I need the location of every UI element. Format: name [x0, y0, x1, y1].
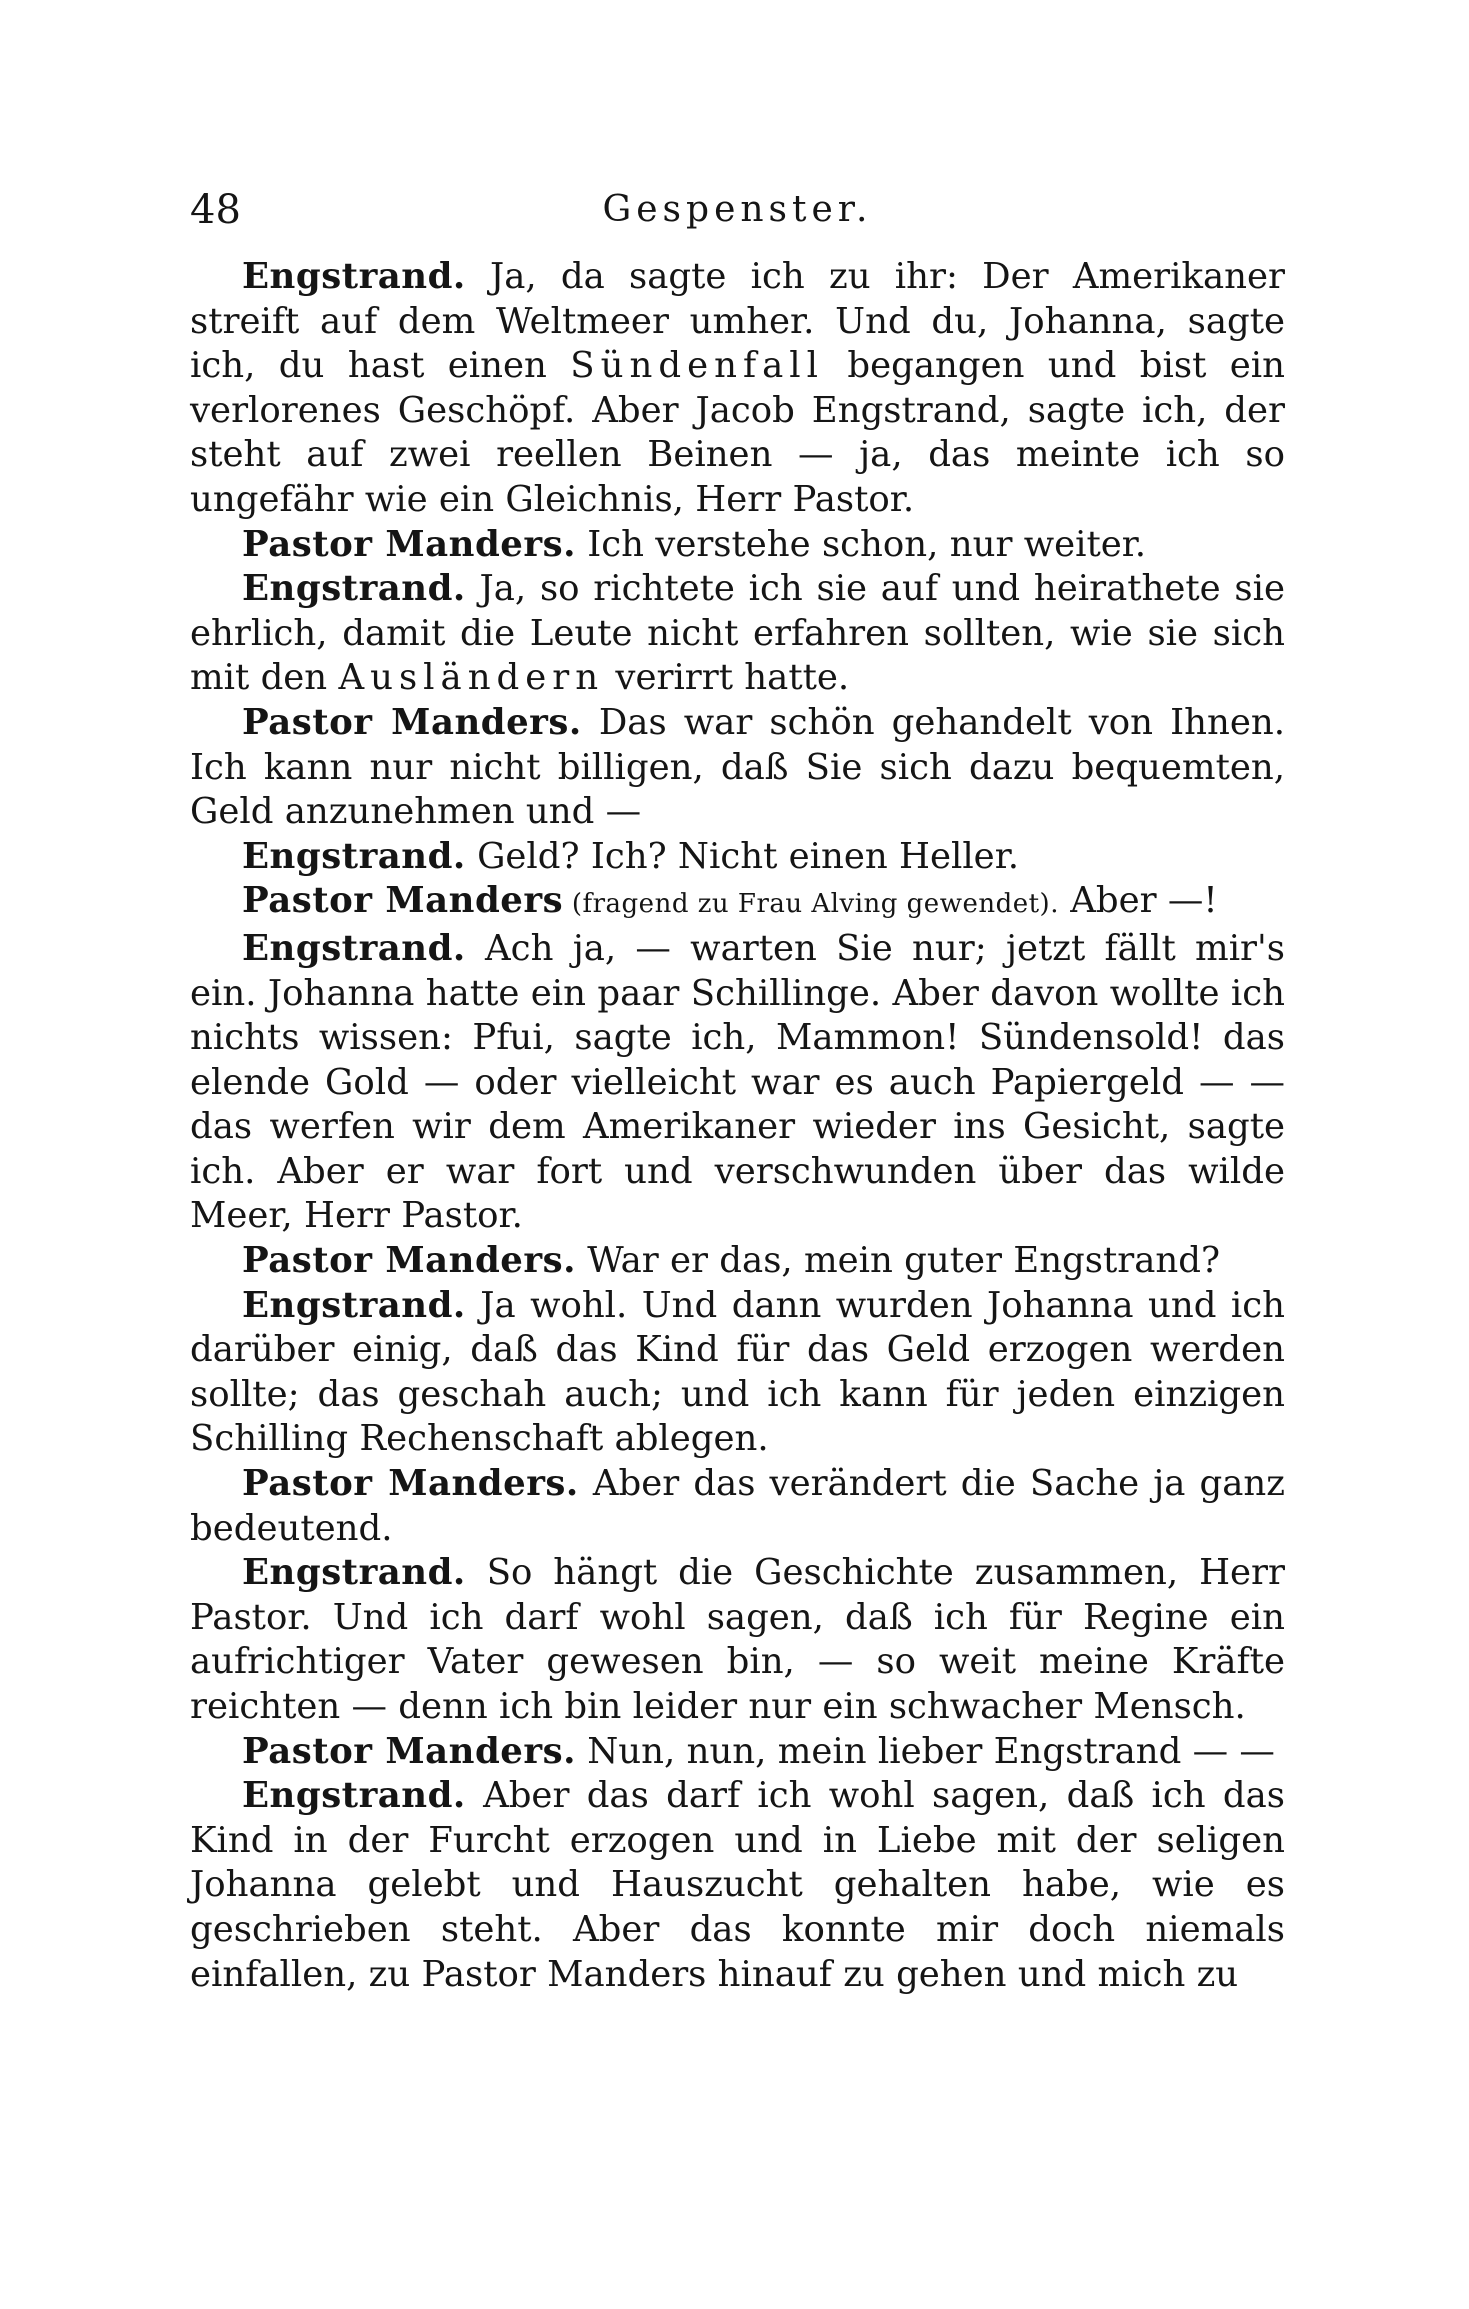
dialogue-paragraph — [190, 1462, 1285, 1551]
dialogue-paragraph — [190, 1730, 1285, 1775]
dialogue-paragraph — [190, 1284, 1285, 1462]
dialogue-paragraph — [190, 879, 1285, 927]
speaker-name: Engstrand. — [242, 927, 466, 969]
dialogue-paragraph — [190, 701, 1285, 835]
emphasized-word: Sündenfall — [570, 345, 824, 387]
dialogue-line: Ich verstehe schon, nur weiter. — [575, 523, 1147, 565]
page-header — [190, 180, 1285, 240]
stage-direction: (fragend zu Frau Alving gewendet). — [563, 889, 1059, 920]
running-title: Gespenster. — [602, 189, 873, 230]
speaker-name: Engstrand. — [242, 256, 466, 297]
dialogue-paragraph — [190, 835, 1285, 880]
dialogue-line-continued: begangen und bist ein verlorenes Geschöpf. Aber Jacob Engstrand, sagte ich, der steht auf zwei reellen Beinen — ja, das meinte ich so ungefähr wie ein Gleichnis, Herr Pastor. — [190, 345, 1285, 520]
dialogue-paragraph — [190, 1239, 1285, 1284]
dialogue-line: Aber —! — [1058, 880, 1218, 922]
dialogue-line: Ach ja, — warten Sie nur; jetzt fällt mir's ein. Johanna hatte ein paar Schillinge. Aber davon wollte ich nichts wissen: Pfui, sagte ich, Mammon! Sündensold! das elende Gold — oder vielleicht war es auch Papiergeld — — das werfen wir dem Amerikaner wieder ins Gesicht, sagte ich. Aber er war fort und verschwunden über das wilde Meer, Herr Pastor. — [190, 927, 1285, 1237]
dialogue-line: Ja wohl. Und dann wurden Johanna und ich darüber einig, daß das Kind für das Geld erzogen werden sollte; das geschah auch; und ich kann für jeden einzigen Schilling Rechenschaft ablegen. — [190, 1284, 1285, 1460]
speaker-name: Pastor Manders — [242, 880, 564, 922]
dialogue-paragraph — [190, 255, 1285, 523]
dialogue-line: Geld? Ich? Nicht einen Heller. — [465, 835, 1020, 877]
speaker-name: Engstrand. — [242, 835, 466, 877]
speaker-name: Engstrand. — [242, 1284, 466, 1326]
speaker-name: Engstrand. — [242, 1552, 466, 1594]
speaker-name: Pastor Manders. — [242, 1240, 576, 1282]
dialogue-line: Aber das verändert die Sache ja ganz bedeutend. — [190, 1463, 1285, 1549]
dialogue-line-continued: verirrt hatte. — [604, 657, 850, 699]
speaker-name: Pastor Manders. — [242, 701, 582, 743]
dialogue-paragraph — [190, 1551, 1285, 1729]
dialogue-text — [190, 255, 1285, 1997]
dialogue-line: War er das, mein guter Engstrand? — [575, 1240, 1221, 1282]
speaker-name: Pastor Manders. — [242, 523, 576, 565]
speaker-name: Pastor Manders. — [242, 1463, 579, 1505]
speaker-name: Engstrand. — [242, 568, 466, 610]
emphasized-word: Ausländern — [338, 657, 605, 699]
dialogue-line: Aber das darf ich wohl sagen, daß ich das Kind in der Furcht erzogen und in Liebe mit der seligen Johanna gelebt und Hauszucht gehalten habe, wie es geschrieben steht. Aber das konnte mir doch niemals einfallen, zu Pastor Manders hinauf zu gehen und mich zu — [190, 1775, 1285, 1995]
page-number: 48 — [190, 187, 241, 233]
speaker-name: Pastor Manders. — [242, 1730, 576, 1772]
dialogue-paragraph — [190, 567, 1285, 701]
dialogue-line: Nun, nun, mein lieber Engstrand — — — [575, 1730, 1275, 1772]
speaker-name: Engstrand. — [242, 1775, 466, 1817]
dialogue-paragraph — [190, 927, 1285, 1239]
dialogue-line: Das war schön gehandelt von Ihnen. Ich kann nur nicht billigen, daß Sie sich dazu bequemten, Geld anzunehmen und — — [190, 701, 1286, 833]
dialogue-line: Ja, da sagte ich zu ihr: Der Amerikaner streift auf dem Weltmeer umher. Und du, Johanna, sagte ich, du hast einen — [190, 256, 1285, 387]
dialogue-line: Ja, so richtete ich sie auf und heirathete sie ehrlich, damit die Leute nicht erfahren sollten, wie sie sich mit den — [190, 568, 1285, 699]
dialogue-paragraph — [190, 523, 1285, 568]
dialogue-paragraph — [190, 1774, 1285, 1997]
dialogue-line: So hängt die Geschichte zusammen, Herr Pastor. Und ich darf wohl sagen, daß ich für Regine ein aufrichtiger Vater gewesen bin, — so weit meine Kräfte reichten — denn ich bin leider nur ein schwacher Mensch. — [190, 1552, 1285, 1727]
